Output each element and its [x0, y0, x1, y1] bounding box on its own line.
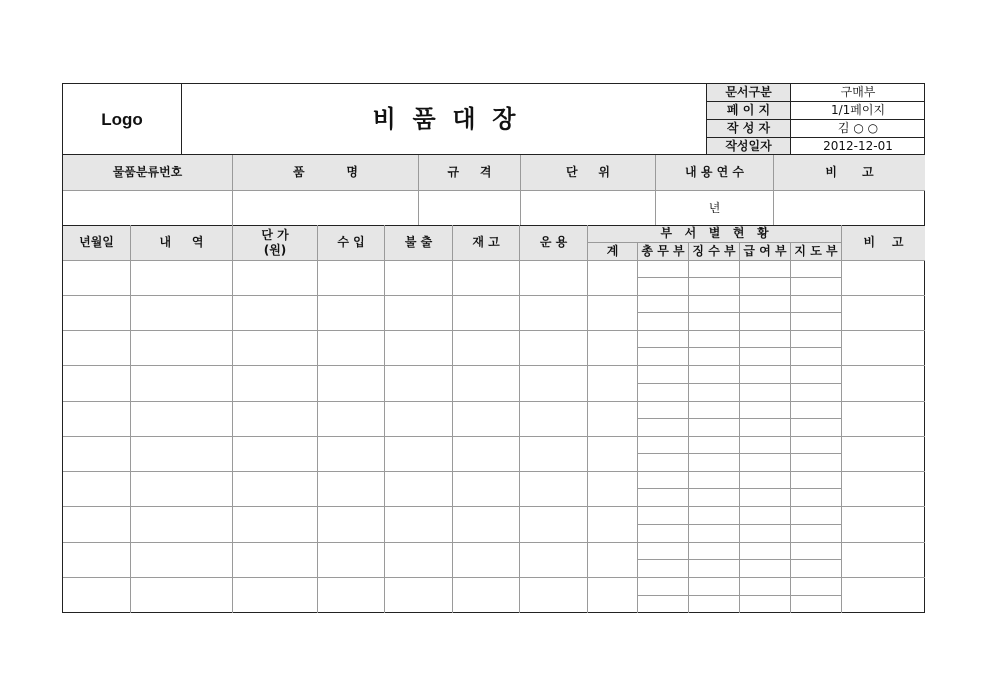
header-spec: 규 격	[447, 165, 492, 179]
header-dept-payroll: 급 여 부	[743, 244, 787, 258]
useful-life-unit: 년	[708, 200, 721, 215]
header-operation: 운 용	[539, 235, 568, 249]
meta-label-author: 작 성 자	[726, 121, 771, 135]
header-useful-life: 내 용 연 수	[685, 165, 744, 179]
ledger-sheet	[62, 83, 925, 613]
header-unit-price-label: 단 가	[261, 227, 289, 242]
meta-value-author: 김 ○ ○	[837, 121, 879, 135]
meta-label-date: 작성일자	[725, 139, 772, 153]
meta-value-doc-type: 구매부	[840, 85, 876, 99]
header-ledger-remarks: 비 고	[863, 235, 904, 249]
header-info-remarks: 비 고	[825, 165, 874, 179]
header-stock: 재 고	[472, 235, 500, 249]
header-outgo: 불 출	[404, 235, 433, 249]
meta-value-date: 2012-12-01	[823, 139, 893, 153]
header-dept-guidance: 지 도 부	[794, 244, 838, 258]
header-unit-price	[233, 225, 317, 260]
header-date: 년월일	[79, 235, 114, 249]
header-income: 수 입	[337, 235, 365, 249]
header-dept-collection: 징 수 부	[692, 244, 736, 258]
header-unit-price-sub: (원)	[263, 242, 287, 257]
header-dept-status: 부 서 별 현 황	[660, 226, 769, 240]
header-dept-general-affairs: 총 무 부	[641, 244, 685, 258]
header-item-name: 품 명	[293, 165, 358, 179]
page-title: 비 품 대 장	[372, 105, 516, 133]
meta-label-doc-type: 문서구분	[725, 85, 772, 99]
header-detail: 내 역	[159, 235, 204, 249]
header-unit: 단 위	[565, 165, 611, 179]
header-total: 계	[606, 244, 619, 258]
header-item-class-no: 물품분류번호	[112, 165, 183, 179]
meta-label-page: 페 이 지	[726, 103, 771, 117]
logo: Logo	[101, 110, 143, 129]
meta-value-page: 1/1페이지	[830, 103, 886, 117]
